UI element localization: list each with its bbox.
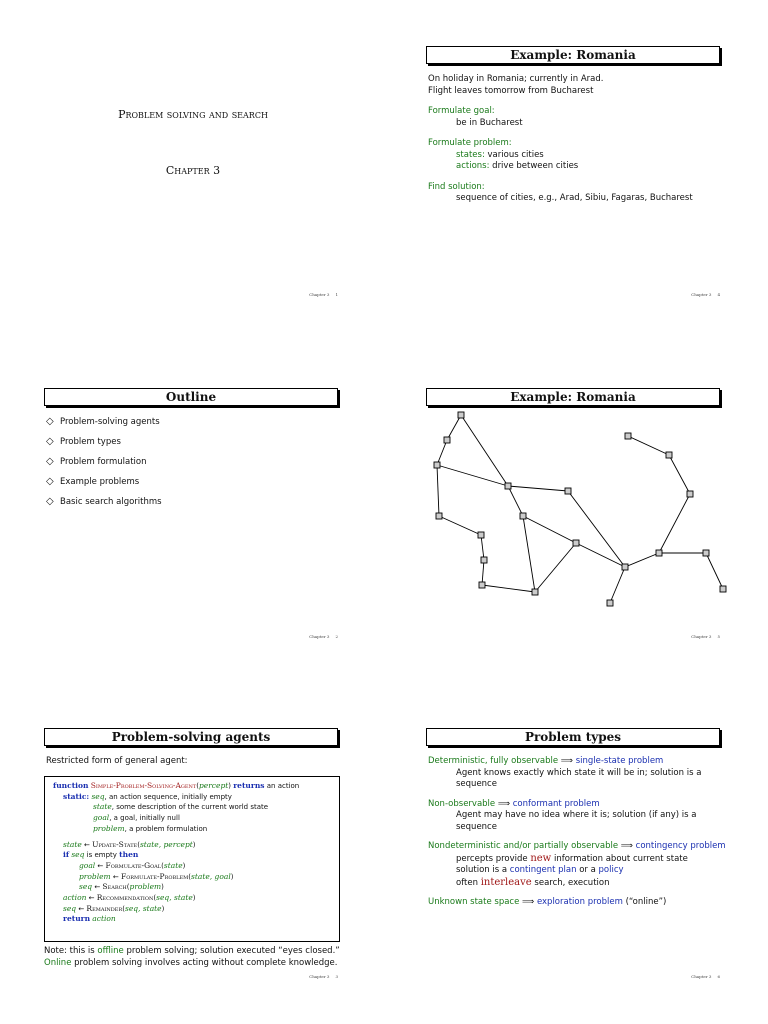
slide-title-box: Problem types <box>426 728 720 746</box>
algo-static: static: seq, an action sequence, initially empty <box>63 791 232 801</box>
algo-line-action: action ← Recommendation(seq, state) <box>63 893 196 903</box>
outline-item: ◇ Problem formulation <box>46 456 147 467</box>
slide-title-box: Example: Romania <box>426 46 720 64</box>
page-footer: Chapter 3 3 <box>309 974 338 979</box>
outline-item: ◇ Problem-solving agents <box>46 416 160 427</box>
det-text: Agent knows exactly which state it will be in; solution is a sequence <box>456 767 702 789</box>
problem-label: Formulate problem: <box>428 138 512 148</box>
intro-text: Restricted form of general agent: <box>46 756 188 766</box>
det-line: Deterministic, fully observable ⟹ single-state problem <box>428 756 664 766</box>
diamond-bullet-icon: ◇ <box>46 416 54 427</box>
nondet-text-3: often interleave search, execution <box>456 876 610 888</box>
page-footer: Chapter 3 6 <box>691 974 720 979</box>
intro-line-1: On holiday in Romania; currently in Arad. <box>428 74 604 84</box>
slide-title-box: Outline <box>44 388 338 406</box>
romania-map-graph <box>420 380 730 620</box>
solution-text: sequence of cities, e.g., Arad, Sibiu, Fagaras, Bucharest <box>456 193 693 203</box>
slide-problem-types <box>420 720 730 1020</box>
outline-list <box>46 416 162 516</box>
map-roads <box>437 415 723 603</box>
algo-line-update: state ← Update-State(state, percept) <box>63 839 196 849</box>
note-online: Online problem solving involves acting without complete knowledge. <box>44 957 338 968</box>
page-footer: Chapter 3 5 <box>691 634 720 639</box>
algo-static-problem: problem, a problem formulation <box>93 823 208 833</box>
outline-item: ◇ Basic search algorithms <box>46 496 162 507</box>
diamond-bullet-icon: ◇ <box>46 476 54 487</box>
slide-body <box>428 756 730 909</box>
slide-outline <box>38 380 348 680</box>
algo-line-return: return action <box>63 914 116 924</box>
nondet-text-2: solution is a contingent plan or a policy <box>456 865 624 875</box>
unknown-line: Unknown state space ⟹ exploration problem (“online”) <box>428 897 667 907</box>
outline-item: ◇ Problem types <box>46 436 121 447</box>
page-footer: Chapter 3 1 <box>309 292 338 297</box>
slide-title <box>38 38 348 338</box>
algo-line-remainder: seq ← Remainder(seq, state) <box>63 903 165 913</box>
nondet-text-1: percepts provide new information about current state <box>456 852 688 864</box>
solution-label: Find solution: <box>428 181 485 192</box>
nondet-line: Nondeterministic and/or partially observable ⟹ contingency problem <box>428 841 726 851</box>
slide-example-romania <box>420 38 730 338</box>
slide-body <box>428 74 728 205</box>
goal-text: be in Bucharest <box>456 117 523 128</box>
diamond-bullet-icon: ◇ <box>46 496 54 507</box>
slide-title-box: Example: Romania <box>426 388 720 406</box>
algo-static-state: state, some description of the current world state <box>93 802 269 812</box>
diamond-bullet-icon: ◇ <box>46 456 54 467</box>
page-footer: Chapter 3 2 <box>309 634 338 639</box>
actions-line: actions: drive between cities <box>456 161 579 171</box>
cover-title: Problem solving and search <box>118 108 268 121</box>
algo-header: function Simple-Problem-Solving-Agent(percept) returns an action <box>53 781 300 790</box>
outline-item: ◇ Example problems <box>46 476 140 487</box>
algo-static-goal: goal, a goal, initially null <box>93 813 180 823</box>
notes <box>44 946 346 969</box>
cover-subtitle: Chapter 3 <box>165 164 221 177</box>
states-line: states: various cities <box>456 149 544 160</box>
diamond-bullet-icon: ◇ <box>46 436 54 447</box>
page-footer: Chapter 3 4 <box>691 292 720 297</box>
slide-problem-solving-agents <box>38 720 348 1020</box>
goal-label: Formulate goal: <box>428 106 495 116</box>
algo-line-problem: problem ← Formulate-Problem(state, goal) <box>79 871 234 881</box>
algorithm-box <box>44 776 340 942</box>
nonobs-text: Agent may have no idea where it is; solution (if any) is a sequence <box>456 810 697 832</box>
note-offline: Note: this is offline problem solving; solution executed “eyes closed.” <box>44 946 340 956</box>
algo-line-if: if seq is empty then <box>63 850 139 860</box>
nonobs-line: Non-observable ⟹ conformant problem <box>428 798 600 809</box>
algo-line-search: seq ← Search(problem) <box>79 882 164 892</box>
slide-romania-map <box>420 380 730 680</box>
algo-line-goal: goal ← Formulate-Goal(state) <box>79 860 186 870</box>
intro-line-2: Flight leaves tomorrow from Bucharest <box>428 85 594 96</box>
slide-title-box: Problem-solving agents <box>44 728 338 746</box>
